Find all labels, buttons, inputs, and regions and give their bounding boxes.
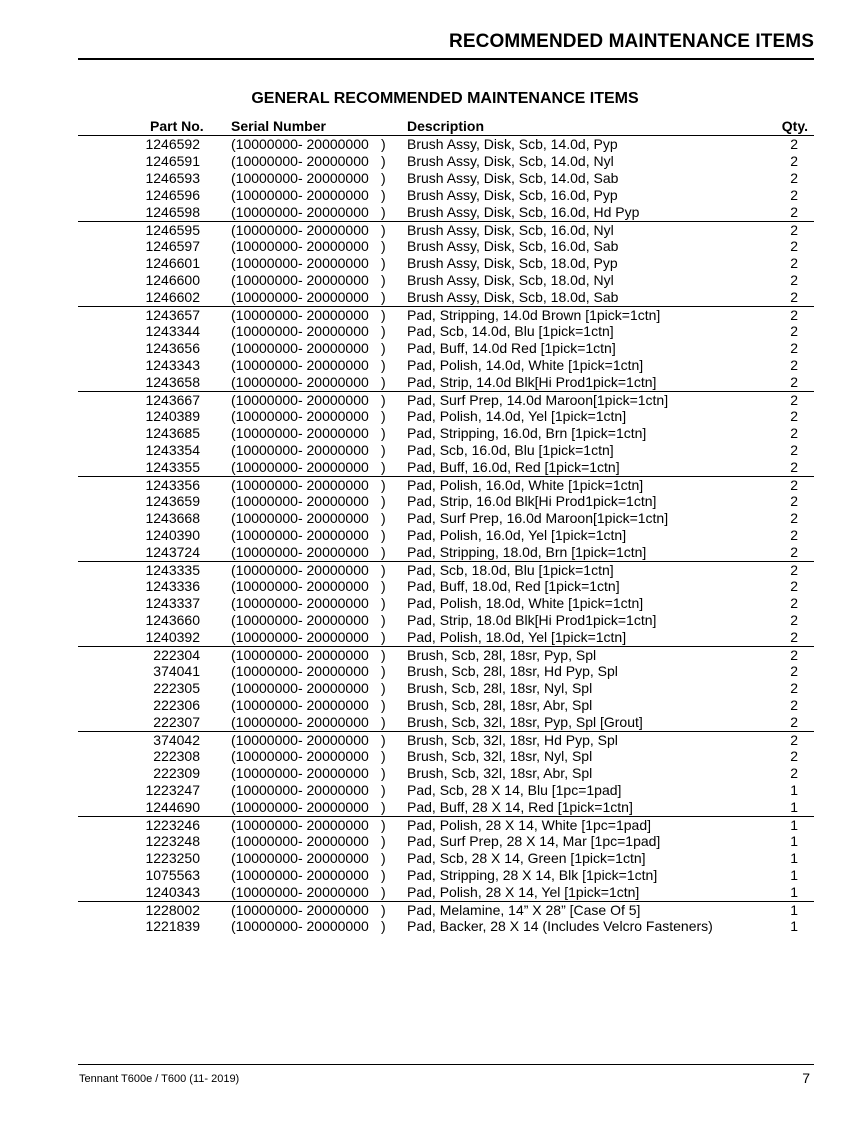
serial-close-paren: ): [381, 170, 386, 186]
part-number-cell: 1243667: [145, 392, 200, 408]
part-number-cell: 1228002: [145, 902, 200, 918]
table-row: [78, 884, 814, 901]
qty-cell: 2: [790, 629, 798, 645]
description-cell: Brush Assy, Disk, Scb, 14.0d, Pyp: [407, 136, 618, 152]
qty-cell: 2: [790, 697, 798, 713]
part-number-cell: 374041: [153, 663, 200, 679]
part-number-cell: 1223248: [145, 833, 200, 849]
description-cell: Brush, Scb, 32l, 18sr, Pyp, Spl [Grout]: [407, 714, 643, 730]
serial-close-paren: ): [381, 765, 386, 781]
qty-cell: 2: [790, 153, 798, 169]
serial-number-cell: (10000000- 20000000: [231, 527, 369, 543]
description-cell: Pad, Polish, 16.0d, Yel [1pick=1ctn]: [407, 527, 627, 543]
part-number-cell: 1246601: [145, 255, 200, 271]
serial-close-paren: ): [381, 902, 386, 918]
serial-close-paren: ): [381, 663, 386, 679]
description-cell: Brush Assy, Disk, Scb, 16.0d, Nyl: [407, 222, 614, 238]
serial-close-paren: ): [381, 867, 386, 883]
qty-cell: 2: [790, 272, 798, 288]
serial-close-paren: ): [381, 136, 386, 152]
part-number-cell: 1240389: [145, 408, 200, 424]
qty-cell: 1: [790, 850, 798, 866]
description-cell: Pad, Scb, 28 X 14, Green [1pick=1ctn]: [407, 850, 646, 866]
description-cell: Pad, Scb, 16.0d, Blu [1pick=1ctn]: [407, 442, 614, 458]
table-row: [78, 578, 814, 595]
table-row: [78, 527, 814, 544]
serial-number-cell: (10000000- 20000000: [231, 136, 369, 152]
serial-number-cell: (10000000- 20000000: [231, 799, 369, 815]
qty-cell: 2: [790, 255, 798, 271]
table-row: [78, 476, 814, 493]
serial-number-cell: (10000000- 20000000: [231, 187, 369, 203]
description-cell: Pad, Scb, 28 X 14, Blu [1pc=1pad]: [407, 782, 622, 798]
part-number-cell: 222308: [153, 748, 200, 764]
qty-cell: 2: [790, 527, 798, 543]
column-header-serial-number: Serial Number: [231, 118, 326, 134]
serial-close-paren: ): [381, 289, 386, 305]
header-rule: [78, 58, 814, 60]
serial-number-cell: (10000000- 20000000: [231, 663, 369, 679]
qty-cell: 1: [790, 867, 798, 883]
table-row: [78, 408, 814, 425]
qty-cell: 2: [790, 647, 798, 663]
serial-close-paren: ): [381, 680, 386, 696]
serial-close-paren: ): [381, 647, 386, 663]
description-cell: Pad, Strip, 18.0d Blk[Hi Prod1pick=1ctn]: [407, 612, 657, 628]
table-row: [78, 782, 814, 799]
serial-number-cell: (10000000- 20000000: [231, 289, 369, 305]
table-row: [78, 816, 814, 833]
qty-cell: 1: [790, 817, 798, 833]
table-row: [78, 901, 814, 918]
part-number-cell: 1243668: [145, 510, 200, 526]
description-cell: Pad, Surf Prep, 28 X 14, Mar [1pc=1pad]: [407, 833, 661, 849]
table-row: [78, 697, 814, 714]
part-number-cell: 1243356: [145, 477, 200, 493]
table-row: [78, 612, 814, 629]
part-number-cell: 222307: [153, 714, 200, 730]
part-number-cell: 1243354: [145, 442, 200, 458]
table-row: [78, 833, 814, 850]
serial-close-paren: ): [381, 187, 386, 203]
table-body: [78, 136, 814, 935]
serial-number-cell: (10000000- 20000000: [231, 459, 369, 475]
qty-cell: 2: [790, 595, 798, 611]
table-row: [78, 340, 814, 357]
description-cell: Brush, Scb, 32l, 18sr, Abr, Spl: [407, 765, 593, 781]
qty-cell: 2: [790, 425, 798, 441]
serial-number-cell: (10000000- 20000000: [231, 562, 369, 578]
serial-close-paren: ): [381, 714, 386, 730]
section-title: GENERAL RECOMMENDED MAINTENANCE ITEMS: [251, 90, 639, 107]
part-number-cell: 1243337: [145, 595, 200, 611]
part-number-cell: 1246595: [145, 222, 200, 238]
description-cell: Pad, Polish, 16.0d, White [1pick=1ctn]: [407, 477, 644, 493]
qty-cell: 2: [790, 204, 798, 220]
serial-number-cell: (10000000- 20000000: [231, 647, 369, 663]
footer-model-date: Tennant T600e / T600 (11- 2019): [79, 1073, 240, 1085]
serial-number-cell: (10000000- 20000000: [231, 867, 369, 883]
serial-close-paren: ): [381, 527, 386, 543]
description-cell: Brush Assy, Disk, Scb, 16.0d, Sab: [407, 238, 619, 254]
serial-number-cell: (10000000- 20000000: [231, 425, 369, 441]
table-row: [78, 595, 814, 612]
description-cell: Pad, Buff, 16.0d, Red [1pick=1ctn]: [407, 459, 620, 475]
part-number-cell: 1246598: [145, 204, 200, 220]
qty-cell: 2: [790, 442, 798, 458]
part-number-cell: 1243355: [145, 459, 200, 475]
description-cell: Brush Assy, Disk, Scb, 18.0d, Nyl: [407, 272, 614, 288]
description-cell: Pad, Stripping, 18.0d, Brn [1pick=1ctn]: [407, 544, 647, 560]
serial-number-cell: (10000000- 20000000: [231, 255, 369, 271]
part-number-cell: 1243656: [145, 340, 200, 356]
part-number-cell: 222305: [153, 680, 200, 696]
column-header-part-no: Part No.: [150, 118, 204, 134]
qty-cell: 2: [790, 307, 798, 323]
part-number-cell: 1243344: [145, 323, 200, 339]
serial-number-cell: (10000000- 20000000: [231, 204, 369, 220]
part-number-cell: 1244690: [145, 799, 200, 815]
part-number-cell: 1243685: [145, 425, 200, 441]
part-number-cell: 1246602: [145, 289, 200, 305]
qty-cell: 2: [790, 510, 798, 526]
table-row: [78, 221, 814, 238]
serial-number-cell: (10000000- 20000000: [231, 748, 369, 764]
table-row: [78, 765, 814, 782]
serial-close-paren: ): [381, 307, 386, 323]
table-row: [78, 459, 814, 476]
part-number-cell: 1243660: [145, 612, 200, 628]
qty-cell: 2: [790, 544, 798, 560]
table-row: [78, 391, 814, 408]
description-cell: Pad, Polish, 18.0d, White [1pick=1ctn]: [407, 595, 644, 611]
description-cell: Pad, Surf Prep, 14.0d Maroon[1pick=1ctn]: [407, 392, 669, 408]
table-row: [78, 374, 814, 391]
serial-number-cell: (10000000- 20000000: [231, 629, 369, 645]
table-row: [78, 867, 814, 884]
table-row: [78, 187, 814, 204]
table-row: [78, 544, 814, 561]
description-cell: Brush, Scb, 28l, 18sr, Nyl, Spl: [407, 680, 593, 696]
part-number-cell: 1223246: [145, 817, 200, 833]
serial-close-paren: ): [381, 408, 386, 424]
description-cell: Pad, Melamine, 14” X 28” [Case Of 5]: [407, 902, 641, 918]
serial-close-paren: ): [381, 374, 386, 390]
description-cell: Brush, Scb, 32l, 18sr, Hd Pyp, Spl: [407, 732, 618, 748]
table-row: [78, 306, 814, 323]
table-row: [78, 510, 814, 527]
serial-close-paren: ): [381, 850, 386, 866]
footer-rule: [78, 1064, 814, 1065]
serial-close-paren: ): [381, 732, 386, 748]
table-row: [78, 357, 814, 374]
part-number-cell: 1246593: [145, 170, 200, 186]
serial-number-cell: (10000000- 20000000: [231, 850, 369, 866]
qty-cell: 2: [790, 578, 798, 594]
description-cell: Brush Assy, Disk, Scb, 18.0d, Sab: [407, 289, 619, 305]
part-number-cell: 1246600: [145, 272, 200, 288]
serial-close-paren: ): [381, 442, 386, 458]
column-header-qty: Qty.: [781, 118, 808, 134]
serial-close-paren: ): [381, 255, 386, 271]
serial-close-paren: ): [381, 477, 386, 493]
table-row: [78, 272, 814, 289]
serial-number-cell: (10000000- 20000000: [231, 902, 369, 918]
serial-number-cell: (10000000- 20000000: [231, 817, 369, 833]
part-number-cell: 1221839: [145, 918, 200, 934]
serial-close-paren: ): [381, 562, 386, 578]
qty-cell: 2: [790, 612, 798, 628]
serial-number-cell: (10000000- 20000000: [231, 392, 369, 408]
qty-cell: 2: [790, 663, 798, 679]
description-cell: Pad, Stripping, 28 X 14, Blk [1pick=1ctn]: [407, 867, 658, 883]
serial-number-cell: (10000000- 20000000: [231, 918, 369, 934]
serial-close-paren: ): [381, 544, 386, 560]
serial-number-cell: (10000000- 20000000: [231, 272, 369, 288]
table-row: [78, 204, 814, 221]
description-cell: Brush, Scb, 28l, 18sr, Hd Pyp, Spl: [407, 663, 618, 679]
description-cell: Pad, Buff, 18.0d, Red [1pick=1ctn]: [407, 578, 620, 594]
qty-cell: 2: [790, 748, 798, 764]
part-number-cell: 1243657: [145, 307, 200, 323]
qty-cell: 2: [790, 765, 798, 781]
qty-cell: 1: [790, 782, 798, 798]
qty-cell: 2: [790, 392, 798, 408]
serial-number-cell: (10000000- 20000000: [231, 442, 369, 458]
table-row: [78, 680, 814, 697]
table-row: [78, 799, 814, 816]
part-number-cell: 1246591: [145, 153, 200, 169]
serial-close-paren: ): [381, 272, 386, 288]
description-cell: Brush Assy, Disk, Scb, 14.0d, Nyl: [407, 153, 614, 169]
part-number-cell: 222309: [153, 765, 200, 781]
serial-number-cell: (10000000- 20000000: [231, 357, 369, 373]
serial-close-paren: ): [381, 697, 386, 713]
table-row: [78, 561, 814, 578]
table-row: [78, 442, 814, 459]
serial-number-cell: (10000000- 20000000: [231, 595, 369, 611]
table-row: [78, 238, 814, 255]
serial-close-paren: ): [381, 392, 386, 408]
serial-number-cell: (10000000- 20000000: [231, 307, 369, 323]
part-number-cell: 1240390: [145, 527, 200, 543]
serial-close-paren: ): [381, 578, 386, 594]
qty-cell: 2: [790, 136, 798, 152]
description-cell: Brush, Scb, 28l, 18sr, Abr, Spl: [407, 697, 593, 713]
description-cell: Pad, Buff, 14.0d Red [1pick=1ctn]: [407, 340, 616, 356]
serial-number-cell: (10000000- 20000000: [231, 374, 369, 390]
serial-number-cell: (10000000- 20000000: [231, 510, 369, 526]
serial-close-paren: ): [381, 817, 386, 833]
table-row: [78, 493, 814, 510]
serial-number-cell: (10000000- 20000000: [231, 493, 369, 509]
qty-cell: 2: [790, 340, 798, 356]
table-row: [78, 255, 814, 272]
part-number-cell: 1223247: [145, 782, 200, 798]
qty-cell: 2: [790, 357, 798, 373]
serial-number-cell: (10000000- 20000000: [231, 833, 369, 849]
serial-close-paren: ): [381, 238, 386, 254]
serial-close-paren: ): [381, 510, 386, 526]
part-number-cell: 1243336: [145, 578, 200, 594]
table-row: [78, 850, 814, 867]
qty-cell: 2: [790, 222, 798, 238]
qty-cell: 2: [790, 680, 798, 696]
part-number-cell: 1243343: [145, 357, 200, 373]
qty-cell: 2: [790, 187, 798, 203]
description-cell: Pad, Buff, 28 X 14, Red [1pick=1ctn]: [407, 799, 633, 815]
serial-number-cell: (10000000- 20000000: [231, 765, 369, 781]
serial-close-paren: ): [381, 629, 386, 645]
description-cell: Pad, Strip, 14.0d Blk[Hi Prod1pick=1ctn]: [407, 374, 657, 390]
description-cell: Pad, Polish, 28 X 14, Yel [1pick=1ctn]: [407, 884, 640, 900]
table-row: [78, 136, 814, 153]
serial-close-paren: ): [381, 204, 386, 220]
table-row: [78, 731, 814, 748]
qty-cell: 2: [790, 289, 798, 305]
serial-number-cell: (10000000- 20000000: [231, 170, 369, 186]
table-row: [78, 918, 814, 935]
description-cell: Brush Assy, Disk, Scb, 14.0d, Sab: [407, 170, 619, 186]
serial-close-paren: ): [381, 799, 386, 815]
description-cell: Pad, Polish, 14.0d, Yel [1pick=1ctn]: [407, 408, 627, 424]
serial-number-cell: (10000000- 20000000: [231, 578, 369, 594]
description-cell: Brush, Scb, 28l, 18sr, Pyp, Spl: [407, 647, 597, 663]
part-number-cell: 1243658: [145, 374, 200, 390]
serial-number-cell: (10000000- 20000000: [231, 697, 369, 713]
table-row: [78, 663, 814, 680]
serial-number-cell: (10000000- 20000000: [231, 477, 369, 493]
column-header-description: Description: [407, 118, 485, 134]
part-number-cell: 1223250: [145, 850, 200, 866]
qty-cell: 1: [790, 884, 798, 900]
description-cell: Pad, Scb, 14.0d, Blu [1pick=1ctn]: [407, 323, 614, 339]
description-cell: Pad, Polish, 14.0d, White [1pick=1ctn]: [407, 357, 644, 373]
part-number-cell: 1243335: [145, 562, 200, 578]
serial-close-paren: ): [381, 340, 386, 356]
serial-close-paren: ): [381, 748, 386, 764]
qty-cell: 1: [790, 833, 798, 849]
serial-number-cell: (10000000- 20000000: [231, 323, 369, 339]
serial-number-cell: (10000000- 20000000: [231, 732, 369, 748]
serial-number-cell: (10000000- 20000000: [231, 782, 369, 798]
part-number-cell: 1246597: [145, 238, 200, 254]
serial-close-paren: ): [381, 612, 386, 628]
serial-number-cell: (10000000- 20000000: [231, 544, 369, 560]
serial-number-cell: (10000000- 20000000: [231, 408, 369, 424]
description-cell: Brush Assy, Disk, Scb, 18.0d, Pyp: [407, 255, 618, 271]
serial-number-cell: (10000000- 20000000: [231, 153, 369, 169]
qty-cell: 2: [790, 374, 798, 390]
description-cell: Pad, Polish, 28 X 14, White [1pc=1pad]: [407, 817, 651, 833]
table-row: [78, 323, 814, 340]
part-number-cell: 374042: [153, 732, 200, 748]
description-cell: Pad, Backer, 28 X 14 (Includes Velcro Fasteners): [407, 918, 713, 934]
serial-close-paren: ): [381, 595, 386, 611]
table-row: [78, 153, 814, 170]
qty-cell: 2: [790, 238, 798, 254]
serial-close-paren: ): [381, 153, 386, 169]
serial-number-cell: (10000000- 20000000: [231, 680, 369, 696]
serial-number-cell: (10000000- 20000000: [231, 238, 369, 254]
part-number-cell: 1240392: [145, 629, 200, 645]
table-row: [78, 748, 814, 765]
serial-number-cell: (10000000- 20000000: [231, 222, 369, 238]
description-cell: Pad, Surf Prep, 16.0d Maroon[1pick=1ctn]: [407, 510, 669, 526]
serial-close-paren: ): [381, 357, 386, 373]
serial-number-cell: (10000000- 20000000: [231, 884, 369, 900]
qty-cell: 2: [790, 170, 798, 186]
part-number-cell: 1240343: [145, 884, 200, 900]
serial-number-cell: (10000000- 20000000: [231, 340, 369, 356]
table-row: [78, 425, 814, 442]
part-number-cell: 1243659: [145, 493, 200, 509]
description-cell: Pad, Scb, 18.0d, Blu [1pick=1ctn]: [407, 562, 614, 578]
qty-cell: 2: [790, 732, 798, 748]
table-row: [78, 170, 814, 187]
description-cell: Pad, Strip, 16.0d Blk[Hi Prod1pick=1ctn]: [407, 493, 657, 509]
serial-close-paren: ): [381, 833, 386, 849]
part-number-cell: 1075563: [145, 867, 200, 883]
part-number-cell: 1246592: [145, 136, 200, 152]
table-row: [78, 289, 814, 306]
serial-number-cell: (10000000- 20000000: [231, 714, 369, 730]
serial-close-paren: ): [381, 323, 386, 339]
serial-close-paren: ): [381, 884, 386, 900]
page-number: 7: [802, 1070, 810, 1086]
qty-cell: 1: [790, 799, 798, 815]
serial-close-paren: ): [381, 425, 386, 441]
qty-cell: 2: [790, 493, 798, 509]
description-cell: Brush Assy, Disk, Scb, 16.0d, Pyp: [407, 187, 618, 203]
part-number-cell: 1243724: [145, 544, 200, 560]
qty-cell: 1: [790, 918, 798, 934]
qty-cell: 2: [790, 714, 798, 730]
description-cell: Pad, Polish, 18.0d, Yel [1pick=1ctn]: [407, 629, 627, 645]
qty-cell: 1: [790, 902, 798, 918]
page-header-title: RECOMMENDED MAINTENANCE ITEMS: [449, 31, 814, 52]
table-row: [78, 714, 814, 731]
part-number-cell: 1246596: [145, 187, 200, 203]
qty-cell: 2: [790, 459, 798, 475]
qty-cell: 2: [790, 323, 798, 339]
serial-close-paren: ): [381, 493, 386, 509]
serial-close-paren: ): [381, 782, 386, 798]
part-number-cell: 222304: [153, 647, 200, 663]
serial-close-paren: ): [381, 918, 386, 934]
table-row: [78, 629, 814, 646]
part-number-cell: 222306: [153, 697, 200, 713]
qty-cell: 2: [790, 477, 798, 493]
description-cell: Pad, Stripping, 14.0d Brown [1pick=1ctn]: [407, 307, 661, 323]
description-cell: Pad, Stripping, 16.0d, Brn [1pick=1ctn]: [407, 425, 647, 441]
serial-close-paren: ): [381, 459, 386, 475]
serial-close-paren: ): [381, 222, 386, 238]
table-row: [78, 646, 814, 663]
qty-cell: 2: [790, 562, 798, 578]
qty-cell: 2: [790, 408, 798, 424]
description-cell: Brush Assy, Disk, Scb, 16.0d, Hd Pyp: [407, 204, 640, 220]
serial-number-cell: (10000000- 20000000: [231, 612, 369, 628]
description-cell: Brush, Scb, 32l, 18sr, Nyl, Spl: [407, 748, 593, 764]
